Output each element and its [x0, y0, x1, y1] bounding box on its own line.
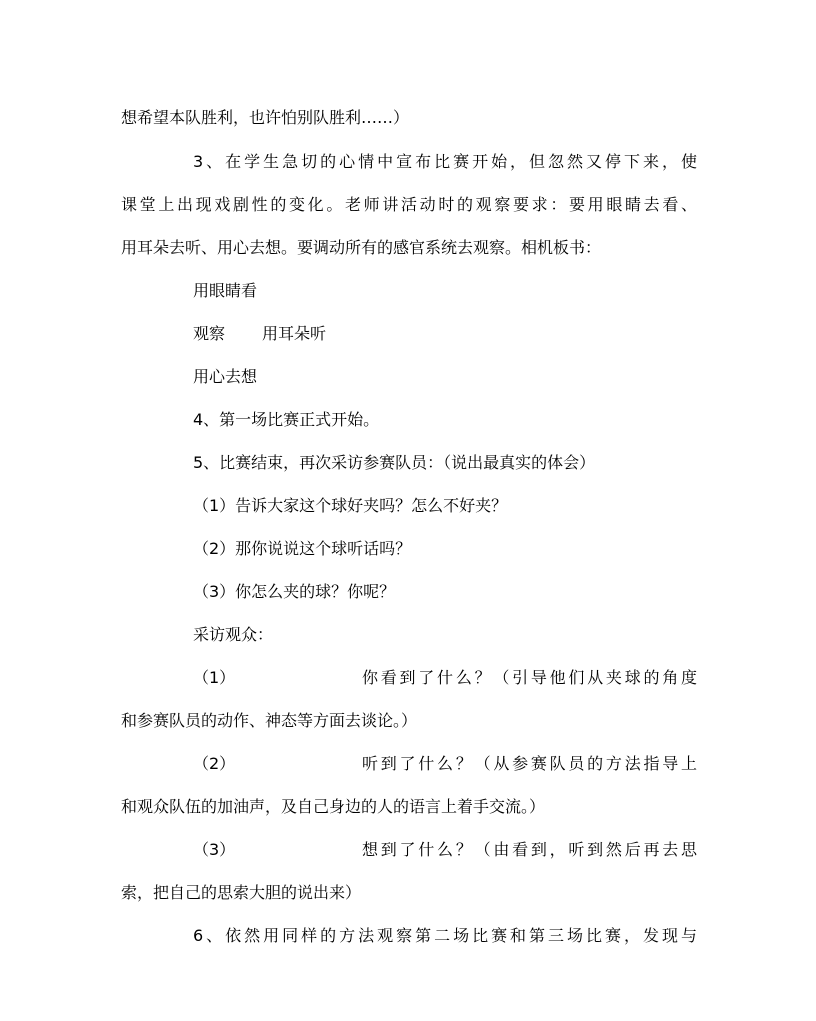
text-line: 课堂上出现戏剧性的变化。老师讲活动时的观察要求：要用眼睛去看、	[121, 195, 697, 214]
text-line: 观察	[193, 324, 226, 343]
text-line: （3）	[193, 840, 236, 859]
text-line: （2）	[193, 754, 236, 773]
text-line: （2）那你说说这个球听话吗？	[193, 539, 412, 558]
text-line: 用眼睛看	[193, 281, 258, 300]
text-line: 3、在学生急切的心情中宣布比赛开始，但忽然又停下来，使	[193, 152, 697, 171]
text-line: 你看到了什么？（引导他们从夹球的角度	[362, 668, 697, 687]
text-line: 想到了什么？（由看到，听到然后再去思	[362, 840, 697, 859]
text-line: 用耳朵听	[262, 324, 327, 343]
text-line: 索，把自己的思索大胆的说出来）	[121, 883, 362, 902]
text-line: 5、比赛结束，再次采访参赛队员：（说出最真实的体会）	[193, 453, 596, 472]
text-line: （1）告诉大家这个球好夹吗？怎么不好夹？	[193, 496, 508, 515]
text-line: 和参赛队员的动作、神态等方面去谈论。）	[121, 711, 418, 730]
text-line: 采访观众：	[193, 625, 274, 644]
text-line: 6、依然用同样的方法观察第二场比赛和第三场比赛，发现与	[193, 926, 697, 945]
text-line: 4、第一场比赛正式开始。	[193, 410, 380, 429]
text-line: 用心去想	[193, 367, 258, 386]
text-line: 听到了什么？（从参赛队员的方法指导上	[362, 754, 697, 773]
text-line: 和观众队伍的加油声，及自己身边的人的语言上着手交流。）	[121, 797, 546, 816]
text-line: （3）你怎么夹的球？你呢？	[193, 582, 396, 601]
text-line: 想希望本队胜利，也许怕别队胜利……）	[121, 108, 410, 127]
text-line: 用耳朵去听、用心去想。要调动所有的感官系统去观察。相机板书：	[121, 238, 602, 257]
text-line: （1）	[193, 668, 236, 687]
